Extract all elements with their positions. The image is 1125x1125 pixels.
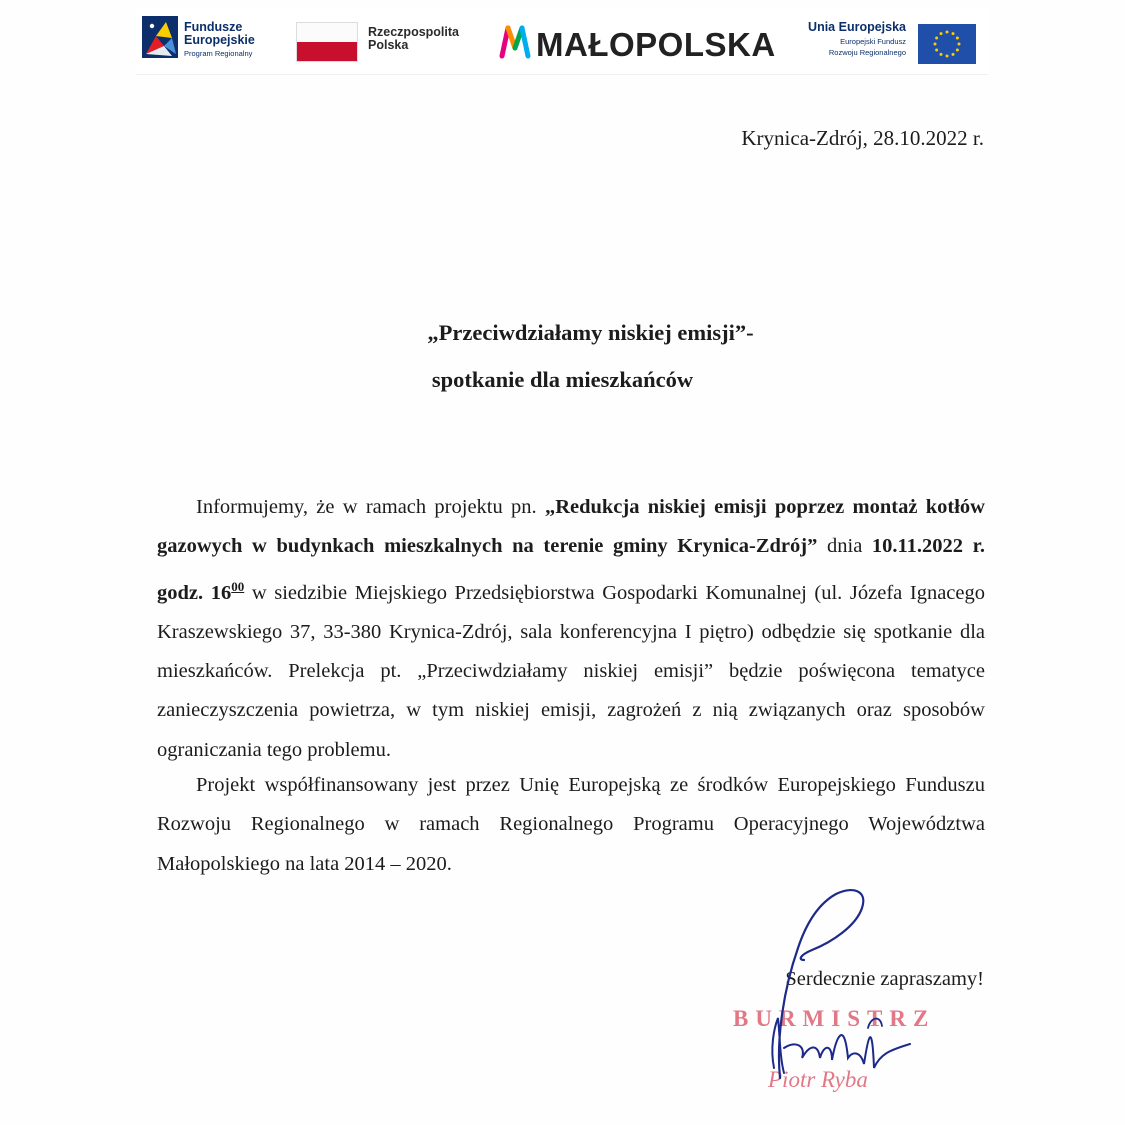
unia-europejska-logo [788, 16, 984, 68]
paragraph-announcement [157, 488, 985, 770]
eu-star-icon [958, 43, 961, 46]
para1-intro: Informujemy, że w ramach projektu pn. [196, 496, 545, 518]
polish-flag-icon [296, 22, 358, 62]
unia-line2: Europejski Fundusz [840, 37, 906, 46]
eu-star-icon [956, 37, 959, 40]
logo-strip [136, 8, 988, 75]
eu-star-icon [935, 37, 938, 40]
title-line1: „Przeciwdziałamy niskiej emisji”- [427, 320, 754, 345]
malopolska-logo [498, 22, 788, 66]
unia-line1: Unia Europejska [808, 20, 906, 34]
date-line: Krynica-Zdrój, 28.10.2022 r. [741, 126, 984, 150]
meeting-date-time: 10.11.2022 r. godz. 16 [157, 535, 986, 604]
unia-line3: Rozwoju Regionalnego [828, 48, 906, 57]
fundusze-europejskie-logo [142, 16, 272, 62]
eu-star-icon [935, 49, 938, 52]
para1-rest: w siedzibie Miejskiego Przedsiębiorstwa Gospodarki Komunalnej (ul. Józefa Ignacego Kraszewskiego 37, 33-380 Krynica-Zdrój, sala konferencyjna I piętro) odbędzie się spotkanie dla mieszkańców. Prelekcja pt. „Przeciwdziałamy niskiej emisji” będzie poświęcona tematyce zanieczyszczenia powietrza, w tym niskiej emisji, zagrożeń z nią związanych oraz sposobów ograniczania tego problemu. [157, 581, 985, 761]
fundusze-line2: Europejskie [184, 33, 255, 47]
para1-after-project: dnia [817, 535, 872, 558]
stamp-name: Piotr Ryba [768, 1067, 868, 1092]
fundusze-line1: Fundusze [184, 20, 243, 34]
project-name: „Redukcja niskiej emisji poprzez montaż kotłów gazowych w budynkach mieszkalnych na terenie gminy Krynica-Zdrój” [157, 496, 985, 558]
malopolska-text: MAŁOPOLSKA [536, 26, 776, 63]
rzeczpospolita-line1: Rzeczpospolita [368, 25, 459, 39]
eu-star-icon [956, 49, 959, 52]
fundusze-europejskie-icon [142, 16, 178, 58]
meeting-time-minutes: 00 [231, 578, 245, 594]
malopolska-m-icon [498, 22, 532, 62]
rzeczpospolita-line2: Polska [368, 38, 409, 52]
handwritten-signature [740, 868, 920, 1098]
stamp-title: BURMISTRZ [733, 1006, 936, 1031]
fundusze-line3: Program Regionalny [184, 49, 253, 58]
rzeczpospolita-polska-logo [296, 18, 476, 62]
eu-star-icon [952, 32, 955, 35]
eu-star-icon [934, 43, 937, 46]
eu-flag-icon [918, 24, 976, 64]
title-line2: spotkanie dla mieszkańców [431, 367, 694, 392]
eu-star-icon [940, 53, 943, 56]
closing-line: Serdecznie zapraszamy! [785, 968, 984, 990]
eu-star-icon [952, 53, 955, 56]
eu-star-icon [946, 31, 949, 34]
eu-star-icon [946, 55, 949, 58]
eu-star-icon [940, 32, 943, 35]
paragraph-funding: Projekt współfinansowany jest przez Unię Europejską ze środków Europejskiego Funduszu Rozwoju Regionalnego w ramach Regionalnego Programu Operacyjnego Województwa Małopolskiego na lata 2014 – 2020. [157, 774, 985, 875]
